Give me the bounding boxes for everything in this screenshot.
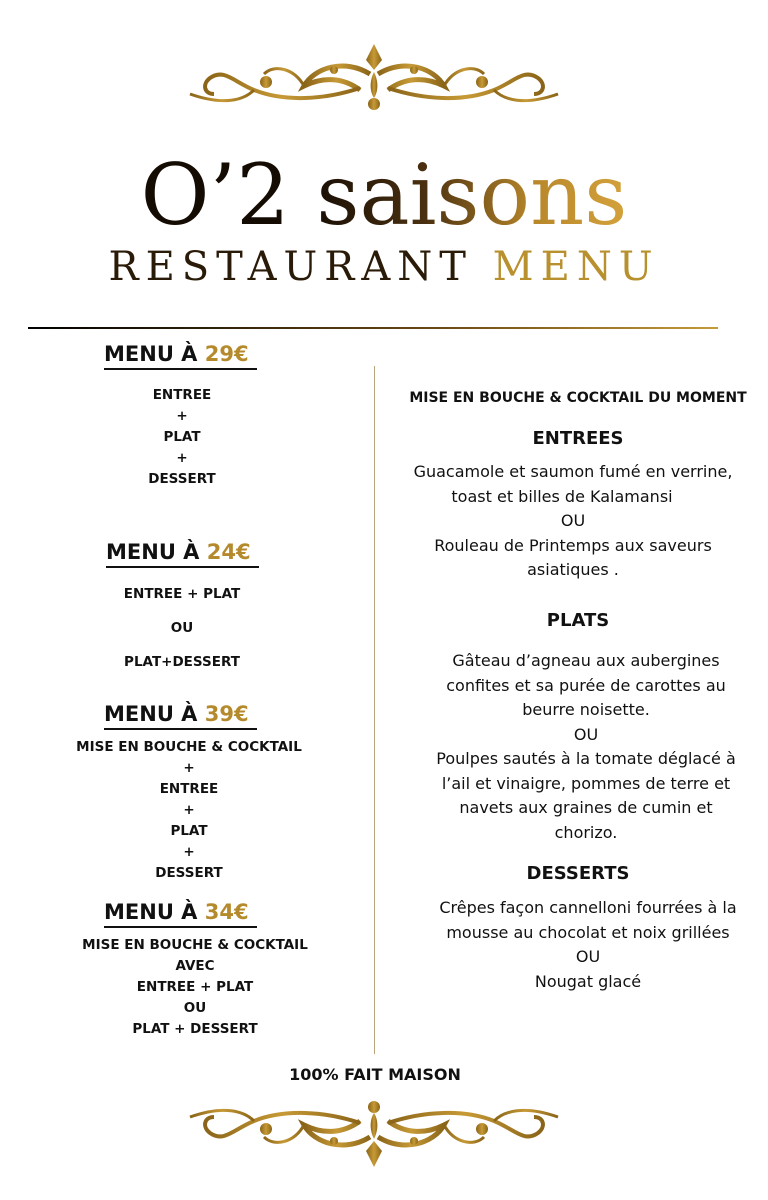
amuse-bouche-note: MISE EN BOUCHE & COCKTAIL DU MOMENT (409, 390, 747, 406)
dish-line: mousse au chocolat et noix grillées (446, 922, 730, 942)
menu-line: + (183, 802, 195, 818)
dish-line: Nougat glacé (534, 971, 642, 991)
homemade-note: 100% FAIT MAISON (289, 1065, 461, 1084)
menu-line: AVEC (175, 958, 215, 974)
brand-part-2: saisons (316, 146, 628, 244)
plats-list (405, 649, 767, 845)
menu-34-heading: MENU À 34€ (104, 898, 257, 928)
entrees-list (392, 460, 754, 583)
dish-line: toast et billes de Kalamansi (451, 486, 673, 506)
dish-line: Poulpes sautés à la tomate déglacé à (436, 749, 736, 768)
menu-24-heading: MENU À 24€ (106, 538, 259, 568)
dish-line: confites et sa purée de carottes au (446, 675, 726, 695)
brand-part-1: O’2 (140, 146, 290, 244)
menu-34-contents (76, 935, 314, 1040)
flourish-ornament-icon (184, 1093, 564, 1173)
dish-line: Guacamole et saumon fumé en verrine, (413, 462, 733, 481)
dish-line: OU (573, 724, 599, 744)
dish-line: Gâteau d’agneau aux aubergines (452, 651, 720, 670)
page-subtitle (0, 242, 768, 292)
dish-line: l’ail et vinaigre, pommes de terre et (441, 773, 731, 793)
menu-line: PLAT (163, 429, 201, 445)
dish-line: chorizo. (554, 822, 618, 842)
subtitle-word-menu: MENU (492, 244, 660, 290)
menu-line: + (183, 760, 195, 776)
menu-line: ENTREE (152, 387, 212, 403)
menu-39-contents (70, 737, 308, 884)
desserts-list (407, 896, 768, 994)
dish-line: beurre noisette. (522, 700, 650, 719)
dish-line: asiatiques . (527, 560, 619, 579)
subtitle-word-restaurant: RESTAURANT (108, 244, 473, 290)
dish-line: OU (575, 947, 601, 966)
column-divider (374, 366, 375, 1054)
dish-line: Crêpes façon cannelloni fourrées à la (439, 898, 737, 917)
menu-24-contents (80, 584, 284, 673)
dish-line: navets aux graines de cumin et (459, 798, 713, 817)
menu-line: ENTREE (159, 781, 219, 797)
menu-line: DESSERT (148, 471, 216, 487)
dish-line: OU (560, 511, 586, 530)
entrees-heading: ENTREES (532, 428, 624, 449)
menu-line: MISE EN BOUCHE & COCKTAIL (82, 937, 308, 953)
menu-line: + (176, 408, 188, 424)
page-title (0, 140, 768, 250)
menu-39-heading: MENU À 39€ (104, 700, 257, 730)
flourish-ornament-icon (184, 38, 564, 118)
menu-line: MISE EN BOUCHE & COCKTAIL (76, 739, 302, 755)
menu-29-heading: MENU À 29€ (104, 340, 257, 370)
menu-29-contents (80, 385, 284, 490)
menu-line: + (176, 450, 188, 466)
menu-line: ENTREE + PLAT (123, 586, 241, 602)
dish-line: Rouleau de Printemps aux saveurs (434, 535, 712, 555)
menu-line: + (183, 844, 195, 860)
menu-line: OU (170, 620, 194, 636)
menu-line: OU (183, 1000, 207, 1016)
header-divider (28, 327, 718, 329)
menu-line: PLAT+DESSERT (124, 654, 240, 670)
desserts-heading: DESSERTS (526, 863, 630, 884)
menu-line: DESSERT (155, 865, 223, 881)
menu-line: PLAT (170, 823, 208, 839)
plats-heading: PLATS (546, 610, 610, 631)
menu-line: ENTREE + PLAT (136, 979, 254, 995)
menu-line: PLAT + DESSERT (132, 1021, 258, 1037)
